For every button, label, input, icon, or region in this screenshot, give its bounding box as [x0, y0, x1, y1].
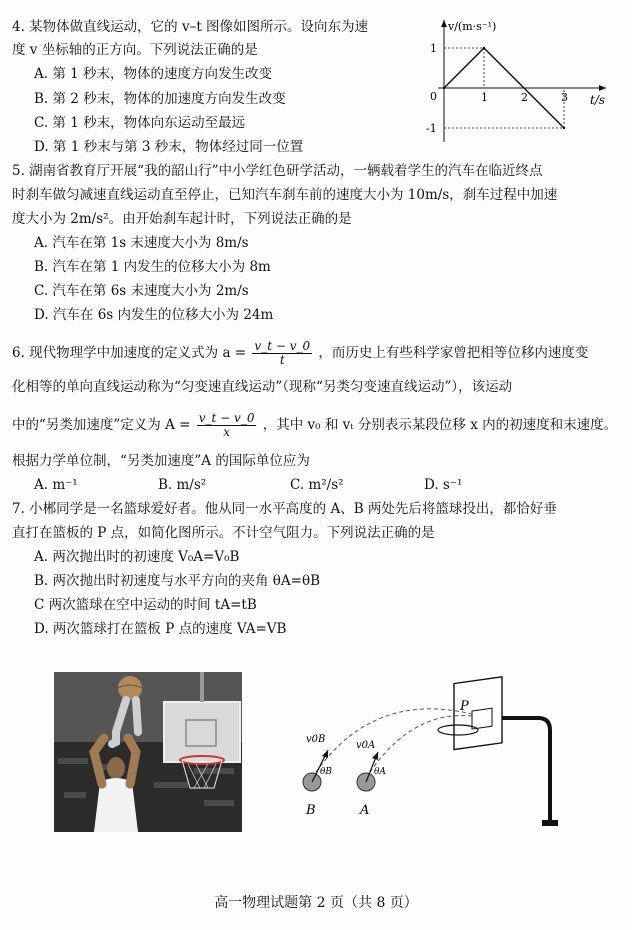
- q6-fraction-a-numerator: v_t − v_0: [254, 339, 311, 353]
- q6-fraction-a: [252, 340, 312, 367]
- q4-line2: 度 v 坐标轴的正方向。下列说法正确的是: [12, 42, 258, 58]
- basketball-photo: [54, 672, 242, 832]
- x-tick-label-2: 2: [521, 91, 528, 104]
- trajectory-b: [312, 709, 472, 778]
- theta-b-label: θB: [320, 767, 333, 777]
- q5-option-b: B. 汽车在第 1 内发生的位移大小为 8m: [34, 259, 271, 275]
- q6-option-b: B. m/s²: [158, 477, 207, 493]
- v0b-label: v0B: [306, 734, 326, 745]
- q4-option-d: D. 第 1 秒末与第 3 秒末，物体经过同一位置: [34, 139, 304, 155]
- q5-option-c: C. 汽车在第 6s 末速度大小为 2m/s: [34, 283, 249, 299]
- y-tick-label-0: 0: [430, 90, 437, 103]
- q6-line2: 化相等的单向直线运动称为“匀变速直线运动”（现称“另类匀变速直线运动”），该运动: [12, 379, 513, 395]
- q6-fraction-b-numerator: v_t − v_0: [198, 411, 255, 425]
- q6-line1: [12, 340, 588, 367]
- q6-option-c: C. m²/s²: [290, 477, 344, 493]
- point-p-label: P: [460, 699, 469, 714]
- q4-option-a: A. 第 1 秒末，物体的速度方向发生改变: [34, 66, 273, 82]
- hoop: [438, 725, 478, 735]
- q6-option-d: D. s⁻¹: [424, 477, 463, 493]
- q4-line1: 4. 某物体做直线运动，它的 v–t 图像如图所示。设向东为速: [12, 19, 369, 35]
- q6-fraction-a-denominator: t: [279, 353, 285, 367]
- t-axis-label: t/s: [590, 93, 606, 107]
- x-tick-label-1: 1: [481, 91, 488, 104]
- point-a-label: A: [360, 803, 370, 818]
- q6-line3-start: 中的“另类加速度”定义为 A =: [12, 417, 191, 433]
- q6-line3-end: ，其中 v₀ 和 vₜ 分别表示某段位移 x 内的初速度和末速度。: [262, 417, 618, 433]
- y-tick-label-1: 1: [430, 42, 437, 55]
- velocity-b-arrowhead: [322, 750, 328, 758]
- q5-line2: 时刹车做匀减速直线运动直至停止，已知汽车刹车前的速度大小为 10m/s，刹车过程中加速: [12, 187, 558, 203]
- y-tick-label--1: -1: [426, 122, 437, 135]
- q6-line4: 根据力学单位制，“另类加速度”A 的国际单位应为: [12, 453, 310, 469]
- velocity-a-arrowhead: [372, 752, 378, 760]
- q5-line1: 5. 湖南省教育厅开展“我的韶山行”中小学红色研学活动，一辆载着学生的汽车在临近终点: [12, 163, 543, 179]
- q4-option-b: B. 第 2 秒末，物体的加速度方向发生改变: [34, 91, 286, 107]
- vt-point-2: [563, 127, 565, 129]
- projectile-diagram: [280, 670, 580, 840]
- q6-line3: [12, 412, 617, 439]
- q5-option-a: A. 汽车在第 1s 末速度大小为 8m/s: [34, 235, 249, 251]
- q7-line2: 直打在篮板的 P 点，如简化图所示。不计空气阻力。下列说法正确的是: [12, 525, 435, 541]
- point-b-label: B: [306, 803, 316, 818]
- vt-point-1: [483, 47, 485, 49]
- page-footer: 高一物理试题第 2 页（共 8 页）: [214, 895, 418, 911]
- q6-line1-end: ，而历史上有些科学家曾把相等位移内速度变: [318, 345, 589, 361]
- v0a-label: v0A: [356, 740, 376, 751]
- q6-fraction-b-denominator: x: [223, 425, 230, 439]
- q6-fraction-b: [197, 412, 257, 439]
- vt-point-0: [443, 87, 445, 89]
- q4-option-c: C. 第 1 秒末，物体向东运动至最远: [34, 115, 246, 131]
- q5-option-d: D. 汽车在 6s 内发生的位移大小为 24m: [34, 307, 274, 323]
- q7-option-d: D. 两次篮球打在篮板 P 点的速度 VA=VB: [34, 621, 287, 637]
- x-tick-label-3: 3: [561, 91, 568, 104]
- theta-a-label: θA: [374, 767, 386, 777]
- q5-line3: 度大小为 2m/s²。由开始刹车起计时，下列说法正确的是: [12, 211, 352, 227]
- hoop-pole: [502, 718, 550, 820]
- q7-option-c: C 两次篮球在空中运动的时间 tA=tB: [34, 597, 257, 613]
- q7-option-a: A. 两次抛出时的初速度 V₀A=V₀B: [34, 549, 240, 565]
- vt-graph: [418, 14, 618, 146]
- v-axis-arrow: [441, 20, 447, 27]
- backboard-target-square: [472, 708, 492, 729]
- v-axis-label: v/(m·s⁻¹): [448, 20, 497, 33]
- q7-line1: 7. 小郴同学是一名篮球爱好者。他从同一水平高度的 A、B 两处先后将篮球投出，都恰好垂: [12, 501, 557, 517]
- t-axis-arrow: [599, 85, 606, 91]
- pole-base: [542, 820, 558, 826]
- q7-option-b: B. 两次抛出时初速度与水平方向的夹角 θA=θB: [34, 573, 321, 589]
- vt-segment-0: [444, 48, 484, 88]
- q6-option-a: A. m⁻¹: [34, 477, 78, 493]
- q6-line1-start: 6. 现代物理学中加速度的定义式为 a =: [12, 345, 247, 361]
